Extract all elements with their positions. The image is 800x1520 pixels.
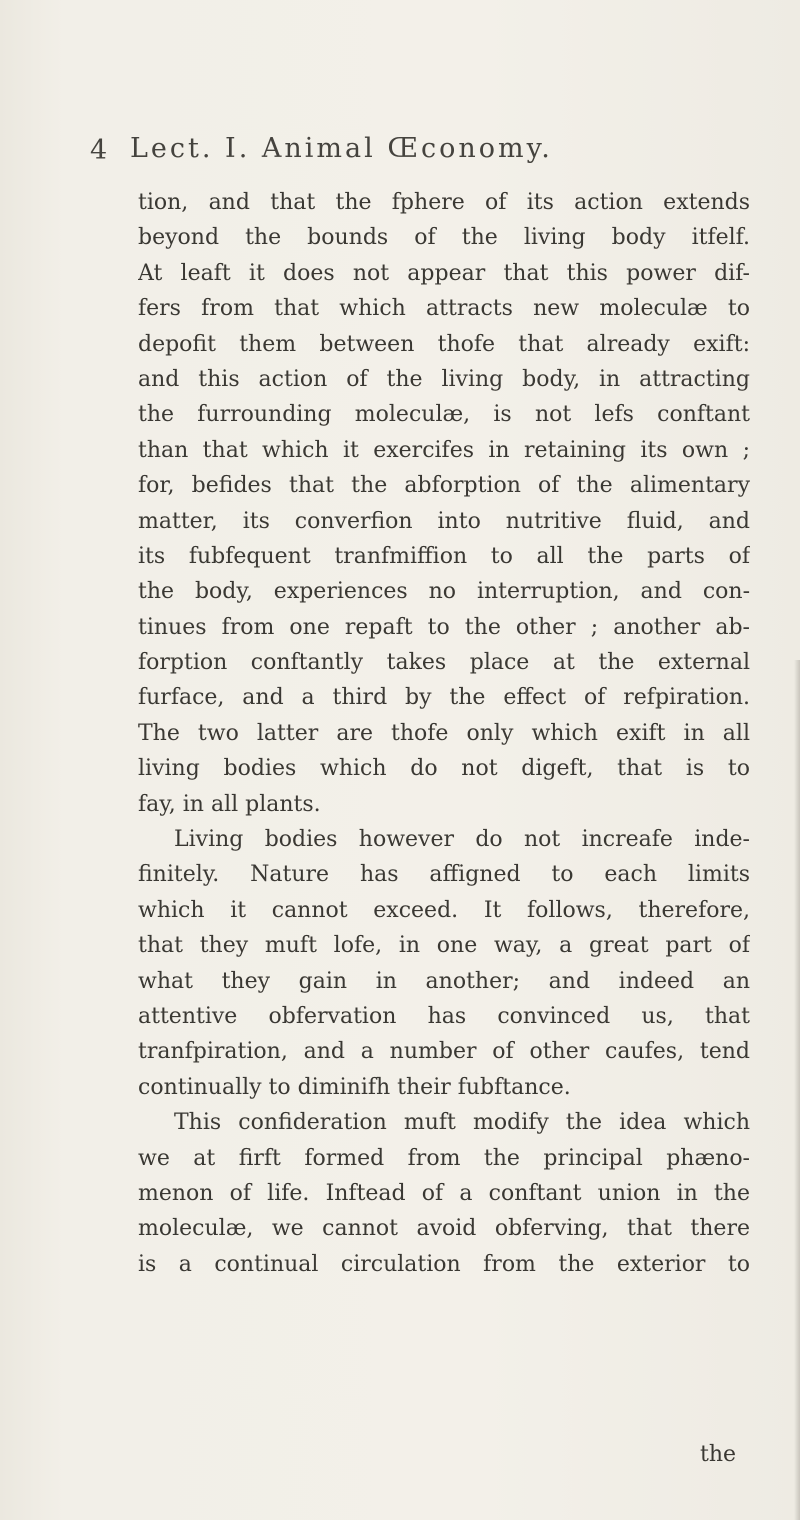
text-line: the body, experiences no interruption, and con- <box>138 579 750 605</box>
text-line: the furrounding moleculæ, is not lefs conftant <box>138 402 750 428</box>
text-line: we at firft formed from the principal phæno- <box>138 1145 750 1171</box>
text-line: depofit them between thofe that already exift: <box>138 331 750 357</box>
text-line: beyond the bounds of the living body itfelf. <box>138 225 750 251</box>
text-line: is a continual circulation from the exterior to <box>138 1251 750 1277</box>
text-line: for, befides that the abforption of the alimentary <box>138 473 750 499</box>
text-line: At leaft it does not appear that this power dif- <box>138 260 750 286</box>
text-line: which it cannot exceed. It follows, therefore, <box>138 897 750 923</box>
text-line: menon of life. Inftead of a conftant union in the <box>138 1180 750 1206</box>
text-line: The two latter are thofe only which exift in all <box>138 720 750 746</box>
page-edge-shadow <box>794 660 800 1520</box>
text-line: that they muft lofe, in one way, a great part of <box>138 933 750 959</box>
text-line: furface, and a third by the effect of refpiration. <box>138 685 750 711</box>
text-line: than that which it exercifes in retaining its own ; <box>138 437 750 463</box>
text-line: and this action of the living body, in attracting <box>138 366 750 392</box>
text-line: moleculæ, we cannot avoid obferving, that there <box>138 1216 750 1242</box>
body-text <box>138 185 750 1282</box>
page-header <box>90 133 730 173</box>
text-line: fay, in all plants. <box>138 791 321 817</box>
text-line: matter, its converfion into nutritive fluid, and <box>138 508 750 534</box>
text-line: attentive obfervation has convinced us, that <box>138 1003 750 1029</box>
text-line: finitely. Nature has affigned to each limits <box>138 862 750 888</box>
catchword: the <box>700 1442 737 1467</box>
text-line: This confideration muft modify the idea which <box>174 1110 750 1136</box>
page-number: 4 <box>90 135 108 166</box>
text-line: forption conftantly takes place at the external <box>138 650 750 676</box>
text-line: fers from that which attracts new moleculæ to <box>138 296 750 322</box>
text-line: tion, and that the fphere of its action extends <box>138 190 750 215</box>
text-line: continually to diminifh their fubftance. <box>138 1074 571 1100</box>
text-line: tinues from one repaft to the other ; another ab- <box>138 614 750 640</box>
text-line: Living bodies however do not increafe inde- <box>174 827 750 853</box>
text-line: living bodies which do not digeft, that is to <box>138 756 750 782</box>
running-head: Lect. I. Animal Œconomy. <box>130 133 553 164</box>
text-line: tranfpiration, and a number of other caufes, tend <box>138 1039 750 1065</box>
text-line: what they gain in another; and indeed an <box>138 968 750 994</box>
text-line: its fubfequent tranfmiffion to all the parts of <box>138 543 750 569</box>
